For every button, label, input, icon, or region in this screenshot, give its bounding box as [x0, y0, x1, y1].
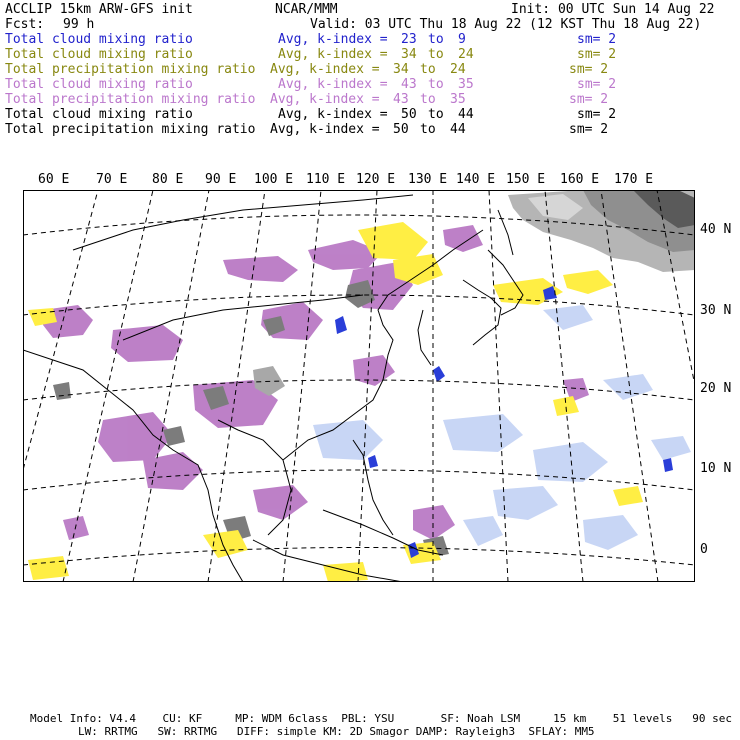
- legend-k-start: 23: [401, 32, 417, 47]
- longitude-label: 130 E: [408, 172, 448, 187]
- longitude-label: 110 E: [306, 172, 346, 187]
- latitude-label: 40 N: [700, 222, 732, 237]
- valid-time: Valid: 03 UTC Thu 18 Aug 22 (12 KST Thu 18 Aug 22): [310, 17, 702, 32]
- legend-to: to: [420, 122, 436, 137]
- legend-to: to: [428, 107, 444, 122]
- legend-avg-label: Avg, k-index =: [278, 32, 388, 47]
- organization-label: NCAR/MMM: [275, 2, 338, 17]
- legend-k-start: 50: [401, 107, 417, 122]
- legend-avg-label: Avg, k-index =: [270, 92, 380, 107]
- legend-smoothing: sm= 2: [577, 32, 617, 47]
- legend-k-start: 43: [393, 92, 409, 107]
- legend-k-start: 34: [401, 47, 417, 62]
- latitude-label: 30 N: [700, 303, 732, 318]
- legend-to: to: [428, 77, 444, 92]
- legend-smoothing: sm= 2: [569, 122, 609, 137]
- longitude-label: 80 E: [152, 172, 184, 187]
- legend-smoothing: sm= 2: [577, 47, 617, 62]
- longitude-label: 150 E: [506, 172, 546, 187]
- longitude-label: 70 E: [96, 172, 128, 187]
- map-title: ACCLIP 15km ARW-GFS init: [5, 2, 193, 17]
- legend-to: to: [420, 92, 436, 107]
- legend-k-end: 24: [450, 62, 466, 77]
- legend-to: to: [428, 32, 444, 47]
- legend-field-name: Total precipitation mixing ratio: [5, 122, 256, 137]
- legend-field-name: Total precipitation mixing ratio: [5, 92, 256, 107]
- longitude-label: 60 E: [38, 172, 70, 187]
- legend-k-start: 50: [393, 122, 409, 137]
- longitude-label: 100 E: [254, 172, 294, 187]
- model-info-line-1: Model Info: V4.4 CU: KF MP: WDM 6class PBL: YSU SF: Noah LSM 15 km 51 levels 90 sec: [30, 712, 732, 725]
- legend-field-name: Total cloud mixing ratio: [5, 107, 193, 122]
- legend-field-name: Total cloud mixing ratio: [5, 77, 193, 92]
- legend-field-name: Total cloud mixing ratio: [5, 47, 193, 62]
- legend-to: to: [428, 47, 444, 62]
- legend-k-end: 9: [458, 32, 466, 47]
- legend-field-name: Total precipitation mixing ratio: [5, 62, 256, 77]
- latitude-label: 10 N: [700, 461, 732, 476]
- latitude-label: 0: [700, 542, 708, 557]
- longitude-label: 120 E: [356, 172, 396, 187]
- weather-map: [23, 190, 695, 582]
- forecast-hour: 99 h: [63, 17, 95, 32]
- legend-k-end: 24: [458, 47, 474, 62]
- longitude-label: 160 E: [560, 172, 600, 187]
- legend-to: to: [420, 62, 436, 77]
- legend-k-end: 44: [450, 122, 466, 137]
- legend-avg-label: Avg, k-index =: [278, 107, 388, 122]
- legend-smoothing: sm= 2: [577, 77, 617, 92]
- legend-k-end: 35: [450, 92, 466, 107]
- init-time: Init: 00 UTC Sun 14 Aug 22: [511, 2, 715, 17]
- legend-smoothing: sm= 2: [569, 92, 609, 107]
- forecast-label: Fcst:: [5, 17, 45, 32]
- legend-avg-label: Avg, k-index =: [278, 77, 388, 92]
- latitude-label: 20 N: [700, 381, 732, 396]
- model-info-line-2: LW: RRTMG SW: RRTMG DIFF: simple KM: 2D Smagor DAMP: Rayleigh3 SFLAY: MM5: [78, 725, 595, 738]
- legend-field-name: Total cloud mixing ratio: [5, 32, 193, 47]
- legend-k-start: 34: [393, 62, 409, 77]
- legend-smoothing: sm= 2: [569, 62, 609, 77]
- legend-avg-label: Avg, k-index =: [270, 122, 380, 137]
- legend-k-end: 44: [458, 107, 474, 122]
- longitude-label: 140 E: [456, 172, 496, 187]
- legend-smoothing: sm= 2: [577, 107, 617, 122]
- longitude-label: 90 E: [205, 172, 237, 187]
- legend-k-start: 43: [401, 77, 417, 92]
- legend-avg-label: Avg, k-index =: [278, 47, 388, 62]
- legend-avg-label: Avg, k-index =: [270, 62, 380, 77]
- longitude-label: 170 E: [614, 172, 654, 187]
- legend-k-end: 35: [458, 77, 474, 92]
